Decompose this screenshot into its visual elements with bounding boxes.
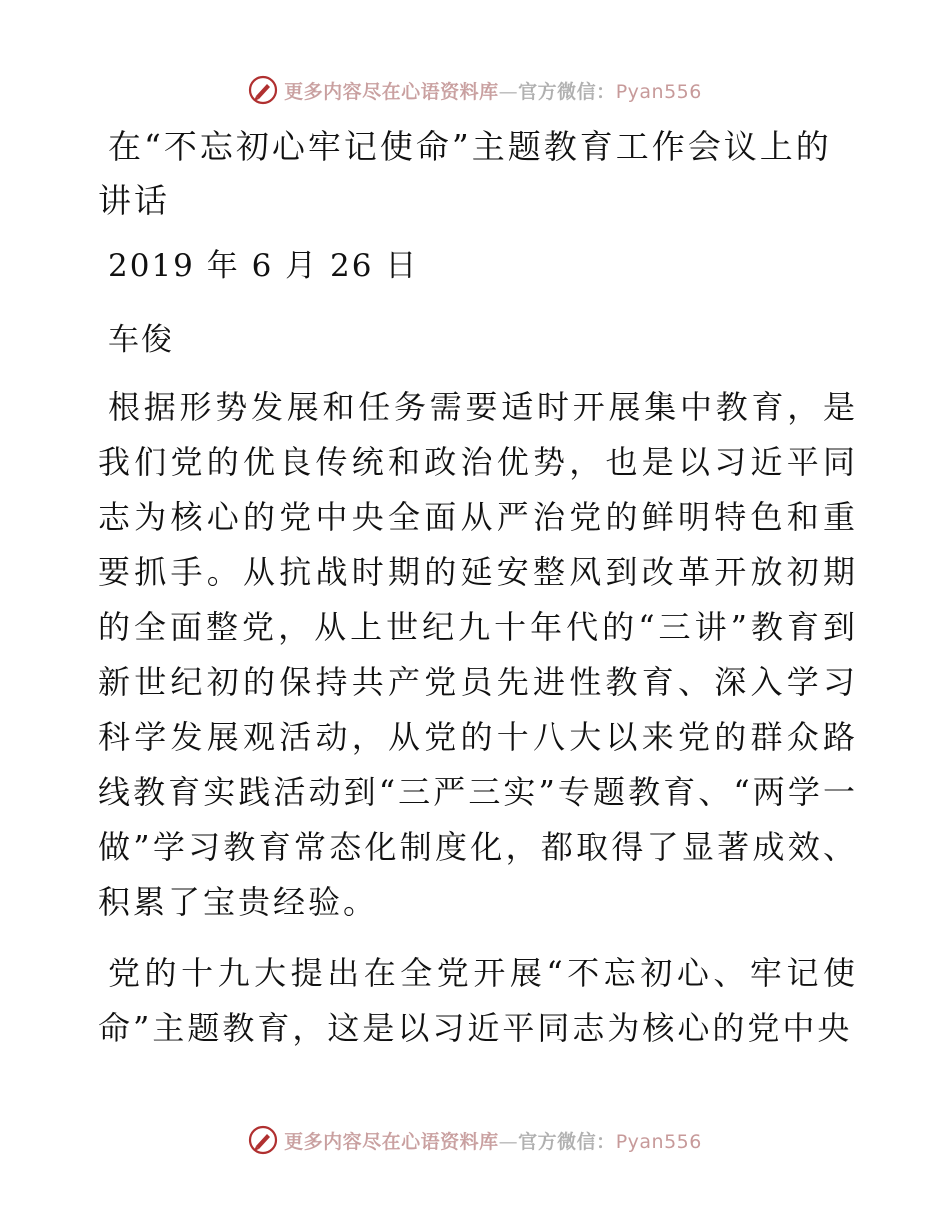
document-title: 在“不忘初心牢记使命”主题教育工作会议上的讲话 bbox=[98, 127, 832, 220]
pen-logo-icon bbox=[248, 1125, 278, 1155]
watermark-label: 官方微信： bbox=[518, 1130, 616, 1153]
watermark-text bbox=[284, 1127, 702, 1154]
watermark-separator: — bbox=[498, 80, 519, 103]
watermark-text bbox=[284, 77, 702, 104]
document-body bbox=[98, 120, 858, 1056]
watermark-label: 官方微信： bbox=[518, 80, 616, 103]
document-date: 2019 年 6 月 26 日 bbox=[108, 248, 419, 284]
watermark-main-text: 更多内容尽在心语资料库 bbox=[284, 1130, 499, 1153]
watermark-header bbox=[0, 72, 950, 108]
watermark-wechat-id: Pyan556 bbox=[615, 1130, 702, 1153]
watermark-separator: — bbox=[498, 1130, 519, 1153]
watermark-wechat-id: Pyan556 bbox=[615, 80, 702, 103]
paragraph-1: 根据形势发展和任务需要适时开展集中教育，是我们党的优良传统和政治优势，也是以习近平同志为核心的党中央全面从严治党的鲜明特色和重要抓手。从抗战时期的延安整风到改革开放初期的全面整党，从上世纪九十年代的“三讲”教育到新世纪初的保持共产党员先进性教育、深入学习科学发展观活动，从党的十八大以来党的群众路线教育实践活动到“三严三实”专题教育、“两学一做”学习教育常态化制度化，都取得了显著成效、积累了宝贵经验。 bbox=[98, 388, 858, 921]
watermark-main-text: 更多内容尽在心语资料库 bbox=[284, 80, 499, 103]
watermark-footer bbox=[0, 1122, 950, 1158]
document-author: 车俊 bbox=[108, 322, 174, 358]
pen-logo-icon bbox=[248, 75, 278, 105]
paragraph-2: 党的十九大提出在全党开展“不忘初心、牢记使命”主题教育，这是以习近平同志为核心的党中央 bbox=[98, 954, 858, 1047]
